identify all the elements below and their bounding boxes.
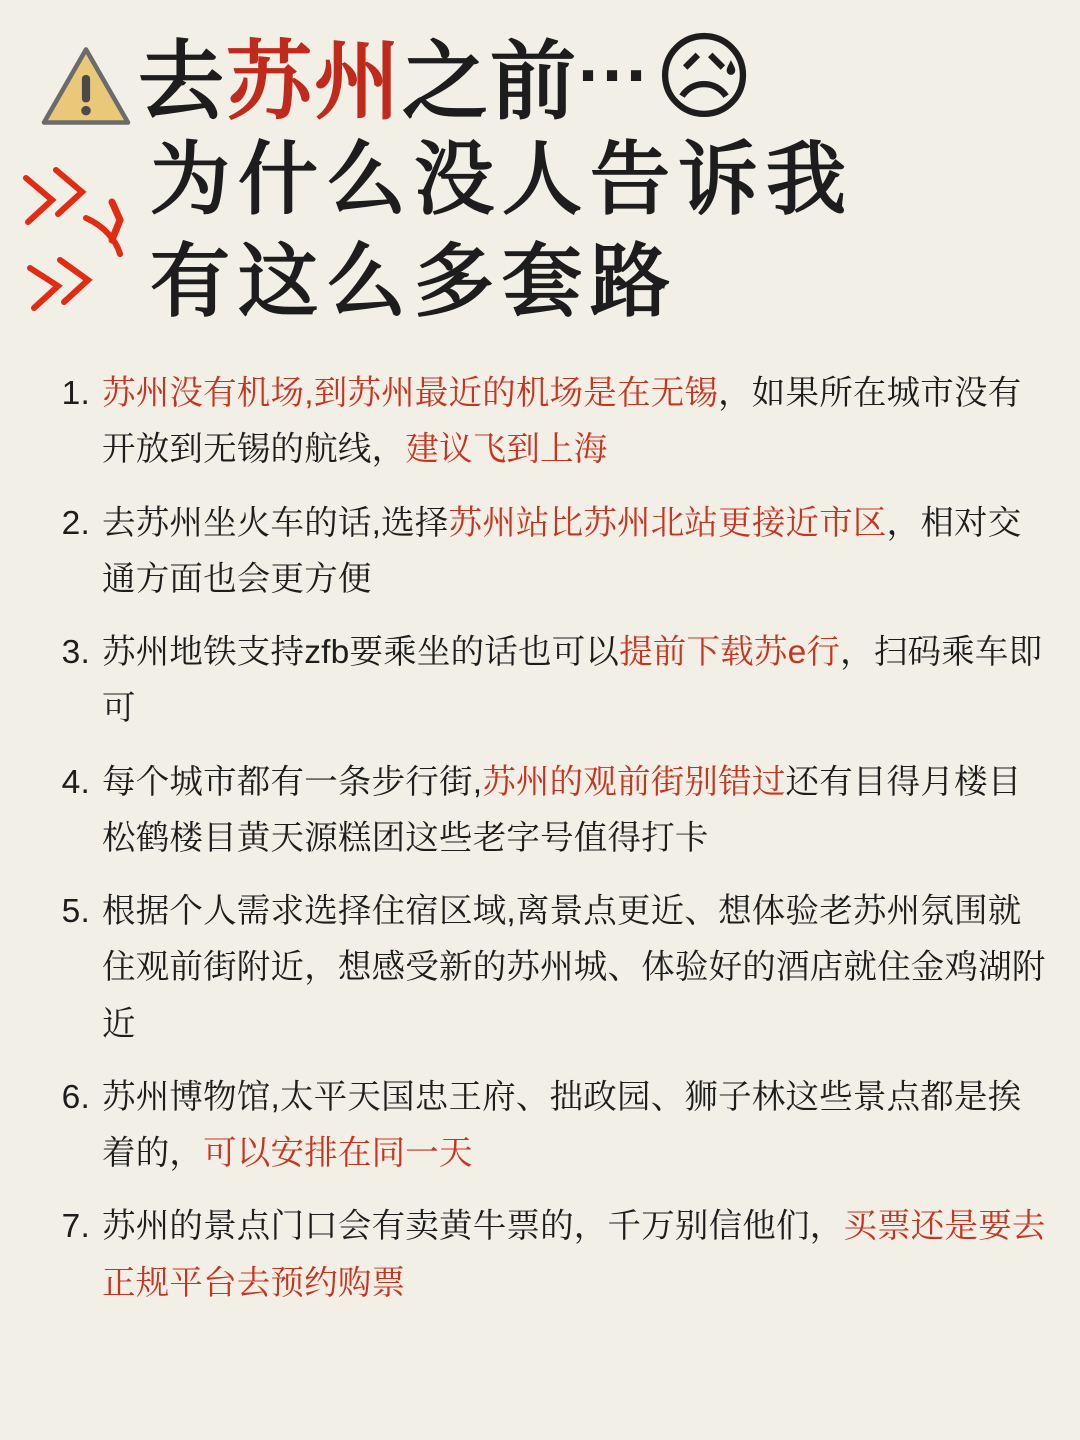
- list-item-number: 4.: [61, 763, 90, 801]
- highlight-text: 苏州的观前街别错过: [482, 763, 786, 801]
- list-item: [34, 884, 1046, 1053]
- highlight-text: 苏州站比苏州北站更接近市区: [448, 504, 887, 542]
- list-item-number: 2.: [61, 504, 90, 542]
- plain-text: 去苏州坐火车的话,选择: [102, 504, 449, 542]
- list-item: [34, 1070, 1046, 1183]
- title-line-3: 有这么多套路: [150, 237, 678, 326]
- list-item-text: [102, 496, 1046, 609]
- list-item-number: 5.: [61, 893, 90, 931]
- plain-text: 根据个人需求选择住宿区域,离景点更近、想体验老苏州氛围就住观前街附近，想感受新的苏州城、体验好的酒店就住金鸡湖附近: [102, 893, 1046, 1043]
- list-item-number: 3.: [61, 634, 90, 672]
- title-line-1: [40, 24, 1040, 131]
- highlight-text: 提前下载苏e行: [619, 634, 841, 672]
- list-item: [34, 496, 1046, 609]
- list-item-text: [102, 755, 1046, 868]
- list-item-text: [102, 1070, 1046, 1183]
- warning-triangle-icon: [40, 44, 132, 128]
- plain-text: ，扫码乘车即可: [102, 634, 1043, 728]
- list-item: [34, 755, 1046, 868]
- sweat-face-emoji: 😥: [653, 24, 757, 131]
- list-item-text: [102, 1199, 1046, 1312]
- title-text-after: 之前: [402, 34, 578, 130]
- list-item: [34, 366, 1046, 479]
- plain-text: 苏州的景点门口会有卖黄牛票的，千万别信他们，: [102, 1208, 844, 1246]
- plain-text: 每个城市都有一条步行街,: [102, 763, 483, 801]
- title-line-2: 为什么没人告诉我: [150, 135, 854, 224]
- highlight-text: 建议飞到上海: [405, 431, 608, 469]
- highlight-text: 苏州没有机场,到苏州最近的机场是在无锡: [102, 375, 719, 412]
- list-item-number: 7.: [61, 1208, 90, 1246]
- list-item-number: 6.: [61, 1078, 90, 1116]
- list-item: [34, 1199, 1046, 1312]
- list-item-text: [102, 884, 1046, 1053]
- list-item-text: [102, 366, 1046, 479]
- list-item: [34, 625, 1046, 738]
- highlight-text: 可以安排在同一天: [203, 1135, 473, 1173]
- tips-list: [0, 366, 1080, 1312]
- plain-text: 苏州地铁支持zfb要乘坐的话也可以: [102, 634, 620, 672]
- page-header: [0, 0, 1080, 332]
- plain-text: ，如果所在城市没有开放到无锡的航线，: [102, 375, 1022, 469]
- list-item-number: 1.: [61, 375, 90, 412]
- highlight-text: 买票还是要去正规平台去预约购票: [102, 1208, 1046, 1302]
- title-text-before: 去: [138, 34, 226, 130]
- title-text-highlight: 苏州: [226, 34, 402, 130]
- sparkle-decoration-icon: [8, 160, 168, 360]
- plain-text: ，相对交通方面也会更方便: [102, 504, 1022, 598]
- list-item-text: [102, 625, 1046, 738]
- title-ellipsis: ···: [578, 36, 650, 116]
- plain-text: 苏州博物馆,太平天国忠王府、拙政园、狮子林这些景点都是挨着的，: [102, 1078, 1022, 1173]
- plain-text: 还有目得月楼目松鹤楼目黄天源糕团这些老字号值得打卡: [102, 763, 1022, 857]
